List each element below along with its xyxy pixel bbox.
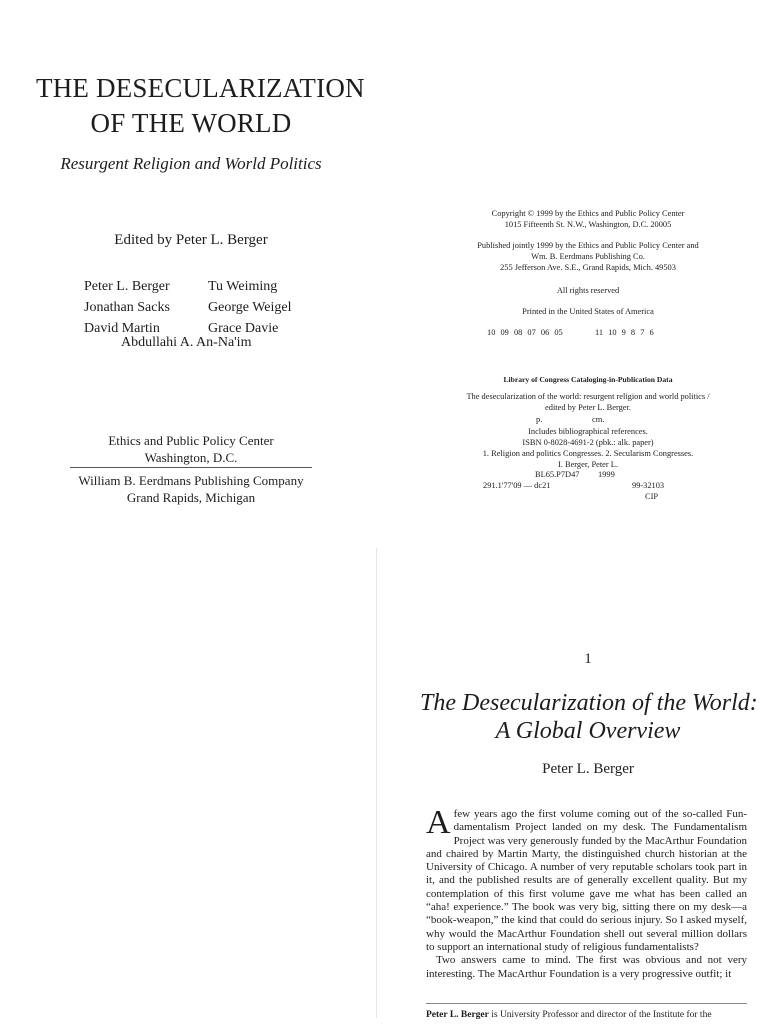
book-title-line-2: OF THE WORLD	[90, 108, 292, 138]
footnote-author: Peter L. Berger	[426, 1010, 489, 1020]
chapter-number: 1	[584, 651, 592, 667]
cip-line: I. Berger, Peter L.	[558, 460, 618, 469]
contributor: Tu Weiming	[208, 279, 278, 294]
cip-line: Includes bibliographical references.	[528, 427, 648, 436]
rights-reserved: All rights reserved	[556, 286, 620, 295]
cip-cm: cm.	[592, 415, 605, 424]
cip-line: The desecularization of the world: resurgent religion and world politics /	[466, 392, 710, 401]
printing-years: 10 09 08 07 06 05	[487, 328, 563, 337]
call-year: 1999	[598, 470, 615, 479]
printing-numbers: 11 10 9 8 7 6	[595, 328, 654, 337]
center-name: Ethics and Public Policy Center	[108, 433, 274, 448]
published-line: Published jointly 1999 by the Ethics and Public Policy Center and	[477, 241, 699, 250]
footnote-text: is University Professor and director of the Institute for the	[488, 1010, 712, 1020]
paragraph-text: damentalism Project landed on my desk. The Fundamentalism	[453, 821, 747, 834]
gutter-line	[376, 548, 377, 1018]
contributors-left	[84, 276, 170, 339]
center-city: Washington, D.C.	[144, 450, 238, 465]
published-line: 255 Jefferson Ave. S.E., Grand Rapids, Mich. 49503	[500, 263, 676, 272]
cip-p: p.	[536, 415, 543, 424]
copyright-line: 1015 Fifteenth St. N.W., Washington, D.C. 20005	[504, 220, 672, 229]
book-title-line-1: THE DESECULARIZATION	[36, 73, 365, 103]
published-line: Wm. B. Eerdmans Publishing Co.	[531, 252, 645, 261]
drop-cap: A	[426, 804, 451, 841]
contributors-right	[208, 276, 292, 339]
contributor: Jonathan Sacks	[84, 300, 170, 315]
cip-block	[436, 391, 740, 413]
copyright-block	[438, 208, 738, 230]
footnote	[426, 1010, 712, 1020]
call-number: BL65.P7D47	[535, 470, 580, 479]
contributor: Peter L. Berger	[84, 279, 170, 294]
publisher-name: William B. Eerdmans Publishing Company	[78, 473, 304, 488]
paragraph-text: few years ago the first volume coming out of the so-called Fun-	[453, 808, 747, 820]
cip-line: edited by Peter L. Berger.	[545, 403, 631, 412]
dewey-number: 291.1'77'09 — dc21	[483, 481, 551, 490]
cip-line: 1. Religion and politics Congresses. 2. Secularism Congresses.	[482, 449, 694, 458]
chapter-body	[426, 804, 747, 981]
cip-heading: Library of Congress Cataloging-in-Publication Data	[503, 375, 673, 384]
lccn: 99-32103	[632, 481, 665, 490]
publisher-city: Grand Rapids, Michigan	[126, 490, 256, 505]
footnote-rule	[426, 1003, 747, 1004]
cip-label: CIP	[645, 492, 659, 501]
editor-credit: Edited by Peter L. Berger	[114, 232, 268, 248]
paragraph-text: Project was very generously funded by the MacArthur Foundation and chaired by Martin Marty, the distinguished church historian at the University of Chicago. A number of very reputable scholars took part in it, and the published results are of generally excellent quality. But my contemplation of this first volume gave me what has been called an “aha! experience.” The book was very big, sitting there on my desk—a “book-weapon,” the kind that could do serious injury. So I asked myself, why would the MacArthur Foundation shell out several million dollars to support an international study of religious fundamentalists?	[426, 834, 747, 953]
printed-in: Printed in the United States of America	[522, 307, 654, 316]
cip-block-2	[436, 426, 740, 470]
contributor: David Martin	[84, 321, 160, 336]
published-block	[438, 240, 738, 273]
contributor: Abdullahi A. An-Na'im	[121, 335, 252, 350]
contributor: George Weigel	[208, 300, 292, 315]
contributor: Grace Davie	[208, 321, 279, 336]
cip-line: ISBN 0-8028-4691-2 (pbk.: alk. paper)	[522, 438, 654, 447]
copyright-line: Copyright © 1999 by the Ethics and Public Policy Center	[491, 209, 685, 218]
chapter-author: Peter L. Berger	[542, 761, 634, 777]
chapter-title-line-2: A Global Overview	[495, 718, 681, 744]
chapter-title-line-1: The Desecularization of the World:	[420, 690, 758, 716]
paragraph-text: Two answers came to mind. The first was obvious and not very interesting. The MacArthur Foundation is a very progressive outfit; it	[426, 954, 747, 980]
divider-rule	[70, 467, 312, 468]
book-subtitle: Resurgent Religion and World Politics	[60, 154, 322, 173]
